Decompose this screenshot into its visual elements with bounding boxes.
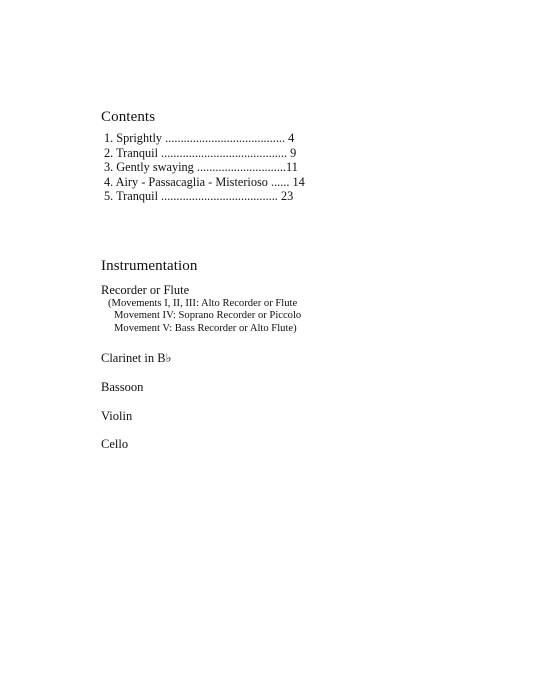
table-of-contents — [104, 131, 316, 204]
instrument-cello: Cello — [101, 437, 129, 451]
toc-entry — [104, 146, 316, 161]
toc-entry — [104, 175, 316, 190]
recorder-notes — [108, 298, 301, 335]
recorder-note: (Movements I, II, III: Alto Recorder or Flute — [108, 298, 298, 309]
instrumentation-heading: Instrumentation — [101, 258, 198, 274]
toc-entry-text: 1. Sprightly ....................................... 4 — [104, 131, 295, 145]
recorder-note: Movement IV: Soprano Recorder or Piccolo — [114, 310, 302, 322]
toc-entry — [104, 160, 316, 175]
toc-entry — [104, 131, 316, 146]
recorder-note: Movement V: Bass Recorder or Alto Flute) — [114, 322, 297, 334]
toc-entry-text: 4. Airy - Passacaglia - Misterioso ...... 14 — [104, 174, 305, 189]
instrument-clarinet: Clarinet in B♭ — [101, 351, 172, 365]
toc-entry-text: 2. Tranquil ......................................... 9 — [104, 145, 297, 160]
toc-entry-text: 3. Gently swaying .............................11 — [104, 160, 298, 174]
toc-entry-text: 5. Tranquil ...................................... 23 — [104, 189, 294, 203]
instrument-bassoon: Bassoon — [101, 380, 144, 394]
instrument-recorder: Recorder or Flute — [101, 283, 190, 297]
contents-heading: Contents — [101, 109, 156, 125]
instrument-violin: Violin — [101, 409, 133, 423]
toc-entry — [104, 189, 316, 204]
